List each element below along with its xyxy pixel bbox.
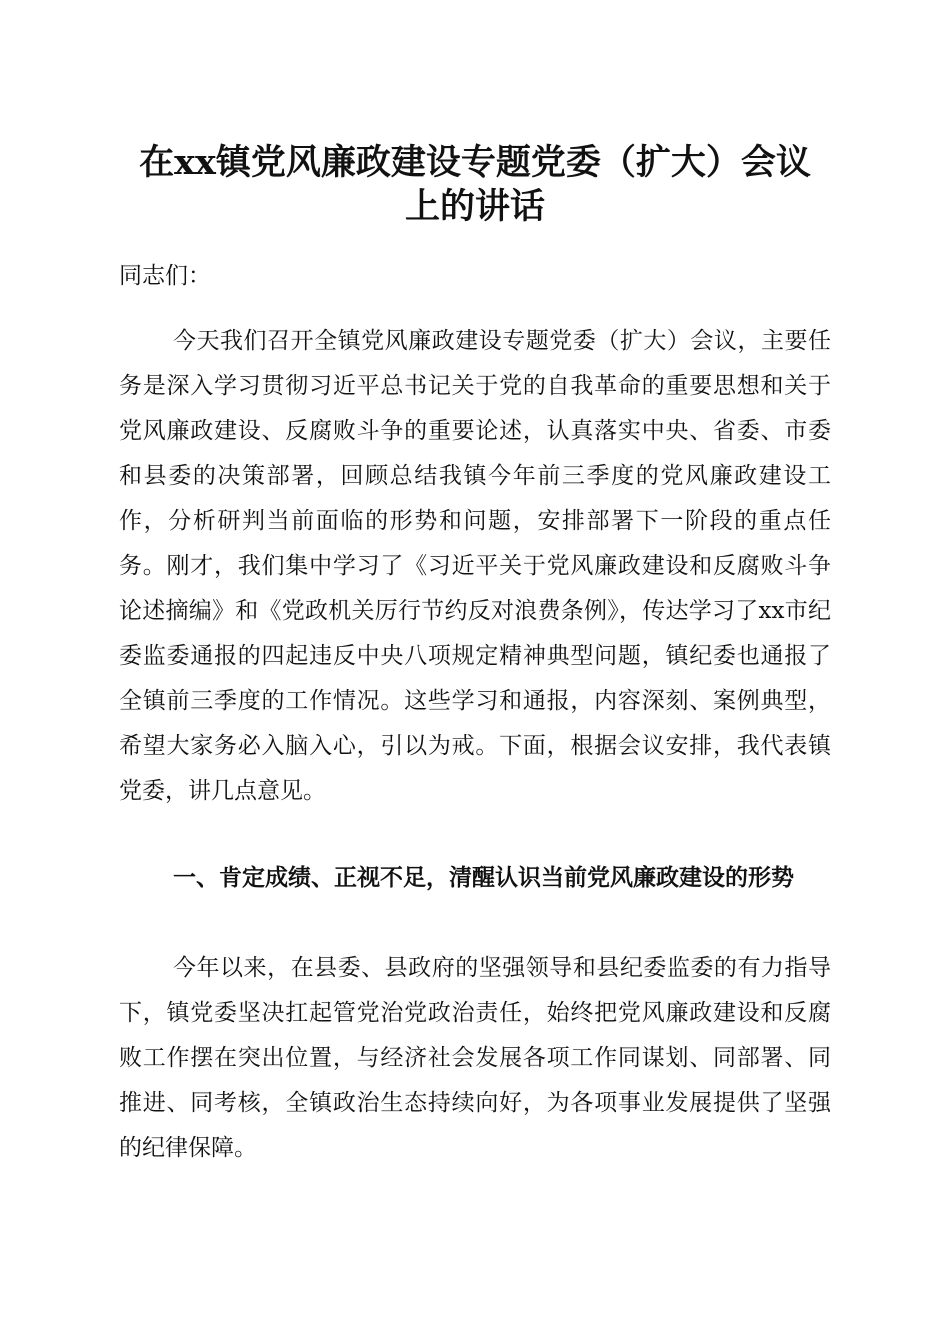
document-title-line-1: 在xx镇党风廉政建设专题党委（扩大）会议	[139, 142, 811, 183]
paragraph-introduction: 今天我们召开全镇党风廉政建设专题党委（扩大）会议，主要任务是深入学习贯彻习近平总书记关于党的自我革命的重要思想和关于党风廉政建设、反腐败斗争的重要论述，认真落实中央、省委、市委和县委的决策部署，回顾总结我镇今年前三季度的党风廉政建设工作，分析研判当前面临的形势和问题，安排部署下一阶段的重点任务。刚才，我们集中学习了《习近平关于党风廉政建设和反腐败斗争论述摘编》和《党政机关厉行节约反对浪费条例》，传达学习了xx市纪委监委通报的四起违反中央八项规定精神典型问题，镇纪委也通报了全镇前三季度的工作情况。这些学习和通报，内容深刻、案例典型，希望大家务必入脑入心，引以为戒。下面，根据会议安排，我代表镇党委，讲几点意见。	[119, 328, 831, 804]
paragraph-section-1: 今年以来，在县委、县政府的坚强领导和县纪委监委的有力指导下，镇党委坚决扛起管党治党政治责任，始终把党风廉政建设和反腐败工作摆在突出位置，与经济社会发展各项工作同谋划、同部署、同推进、同考核，全镇政治生态持续向好，为各项事业发展提供了坚强的纪律保障。	[119, 955, 831, 1161]
greeting: 同志们：	[119, 263, 211, 289]
document-title-line-2: 上的讲话	[404, 186, 545, 227]
section-heading-1: 一、肯定成绩、正视不足，清醒认识当前党风廉政建设的形势	[173, 865, 794, 891]
